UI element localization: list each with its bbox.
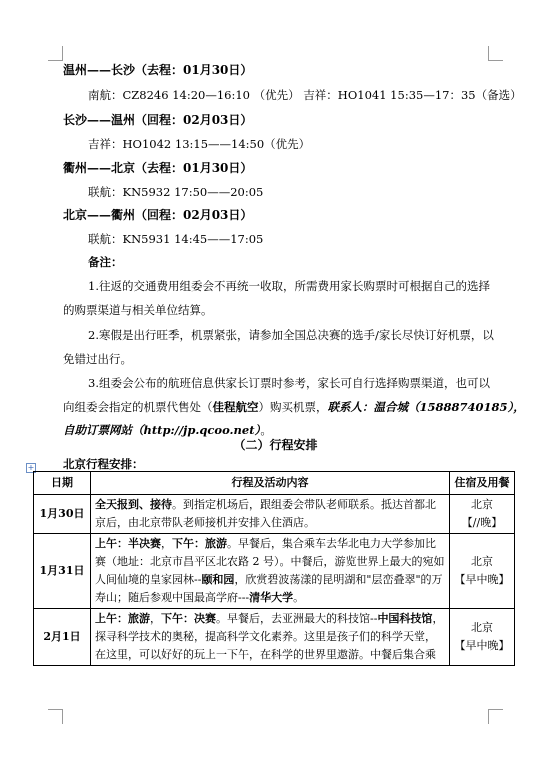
flight-option: 联航：KN5932 17:50——20:05 xyxy=(88,185,264,199)
row-stay-meals xyxy=(450,495,515,534)
activity-lead: 下午：决赛 xyxy=(161,612,216,625)
flight-option: 联航：KN5931 14:45——17:05 xyxy=(88,232,264,246)
stay-city: 北京 xyxy=(471,555,493,568)
row-stay-meals xyxy=(450,534,515,609)
flight-option: 吉祥：HO1042 13:15——14:50（优先） xyxy=(88,137,311,151)
row-activities xyxy=(91,609,450,666)
section-title-itinerary: （二）行程安排 xyxy=(233,438,318,452)
note-3-line-1: 3.组委会公布的航班信息供家长订票时参考，家长可自行选择购票渠道，也可以 xyxy=(88,376,490,390)
row-activities xyxy=(91,495,450,534)
stay-city: 北京 xyxy=(471,498,493,511)
stay-city: 北京 xyxy=(471,621,493,634)
activity-text: ，探寻科学技术的奥秘，提高科学文化素养。这里是孩子们的科学天堂，在这里，可以好好的玩上一下午，在科学的世界里遨游。中餐后集合乘 xyxy=(95,612,444,661)
crop-mark-top-left xyxy=(48,46,63,61)
meals: 【早中晚】 xyxy=(454,573,510,586)
activity-sep: ， xyxy=(150,612,161,625)
row-date: 1月31日 xyxy=(34,534,91,609)
activity-text: 。到指定机场后，跟组委会带队老师联系。抵达首都北京后，由北京带队老师接机并安排入住酒店。 xyxy=(95,498,436,529)
schedule-table xyxy=(33,471,515,666)
note-2-line-2: 免错过出行。 xyxy=(63,352,132,366)
crop-mark-bottom-left xyxy=(48,709,63,724)
contact-person: 联系人：温合城（15888740185）， xyxy=(327,400,525,414)
note-2-line-1: 2.寒假是出行旺季，机票紧张，请参加全国总决赛的选手/家长尽快订好机票，以 xyxy=(88,328,494,342)
meals: 【早中晚】 xyxy=(454,639,510,652)
header-date: 日期 xyxy=(34,472,91,495)
crop-mark-bottom-right xyxy=(488,709,503,724)
table-move-handle-icon[interactable]: + xyxy=(27,463,35,472)
activity-text: ，欣赏碧波荡漾的昆明湖和"层峦叠翠"的万寿山；随后参观中国最高学府--- xyxy=(95,573,443,604)
meals: 【//晚】 xyxy=(461,516,503,529)
attraction-name: 中国科技馆 xyxy=(377,612,433,625)
table-row xyxy=(34,534,515,609)
table-row xyxy=(34,609,515,666)
table-header-row xyxy=(34,472,515,495)
notes-heading: 备注： xyxy=(88,255,123,269)
note-1-line-1: 1.往返的交通费用组委会不再统一收取，所需费用家长购票时可根据自己的选择 xyxy=(88,279,490,293)
activity-text: 。早餐后，集合乘车去华北电力大学参加比赛（地址：北京市昌平区北农路 2 号）。中餐后，游览世界上最大的宛如人间仙境的皇家园林-- xyxy=(95,537,445,586)
note-3-line-2 xyxy=(63,399,525,415)
activity-text: 。早餐后，去亚洲最大的科技馆-- xyxy=(216,612,378,625)
activity-sep: ， xyxy=(161,537,172,550)
note-1-line-2: 的购票渠道与相关单位结算。 xyxy=(63,303,213,317)
ticket-agent-name: 佳程航空 xyxy=(212,400,259,414)
flight-route-changsha-wenzhou: 长沙——温州（回程：02月03日） xyxy=(63,113,253,127)
activity-lead: 上午：半决赛 xyxy=(95,537,161,550)
row-stay-meals xyxy=(450,609,515,666)
activity-lead: 全天报到、接待 xyxy=(95,498,172,511)
header-stay-meals: 住宿及用餐 xyxy=(450,472,515,495)
flight-option: 南航：CZ8246 14:20—16:10 （优先） 吉祥：HO1041 15:35—17：35（备选） xyxy=(88,88,522,102)
row-date: 2月1日 xyxy=(34,609,91,666)
flight-route-beijing-quzhou: 北京——衢州（回程：02月03日） xyxy=(63,208,253,222)
schedule-title: 北京行程安排： xyxy=(63,457,144,471)
activity-lead: 上午：旅游 xyxy=(95,612,150,625)
row-activities xyxy=(91,534,450,609)
crop-mark-top-right xyxy=(488,46,503,61)
flight-route-quzhou-beijing: 衢州——北京（去程：01月30日） xyxy=(63,161,253,175)
flight-route-wenzhou-changsha: 温州——长沙（去程：01月30日） xyxy=(63,63,253,77)
activity-lead: 下午：旅游 xyxy=(172,537,227,550)
header-activities: 行程及活动内容 xyxy=(91,472,450,495)
attraction-name: 颐和园 xyxy=(201,573,235,586)
note-3-text: ）购买机票， xyxy=(258,400,328,414)
table-row xyxy=(34,495,515,534)
booking-website: 自助订票网站（http://jp.qcoo.net） xyxy=(63,423,261,437)
attraction-name: 清华大学 xyxy=(249,591,294,604)
note-3-end: 。 xyxy=(260,423,272,437)
note-3-text: 向组委会指定的机票代售处（ xyxy=(63,400,213,414)
activity-text: 。 xyxy=(293,591,305,604)
row-date: 1月30日 xyxy=(34,495,91,534)
